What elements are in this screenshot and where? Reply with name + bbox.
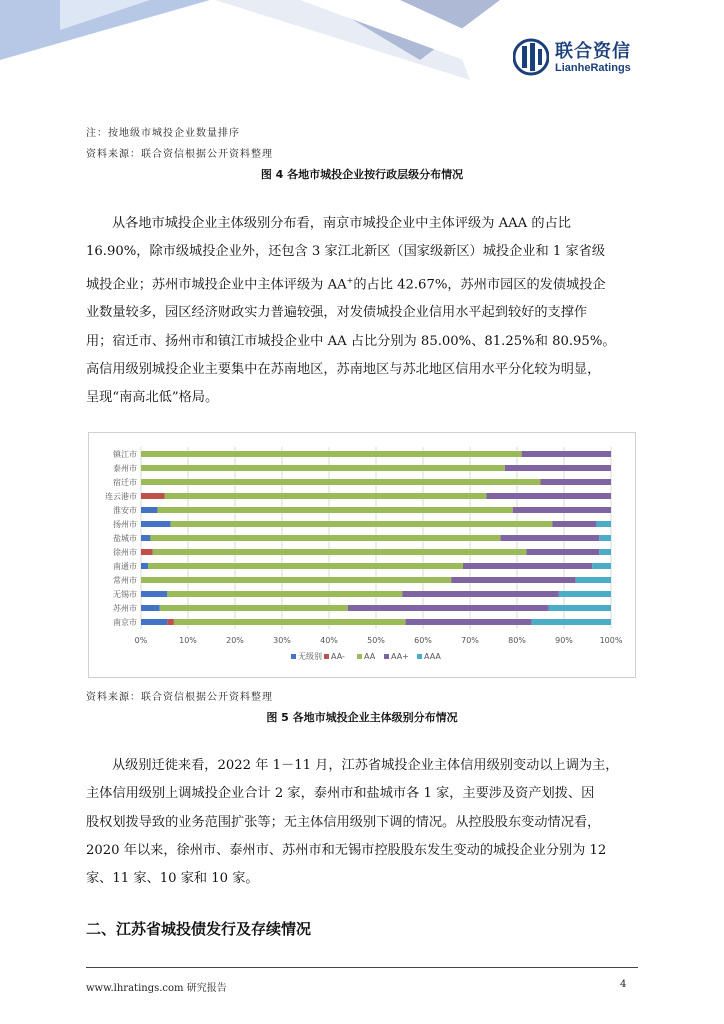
legend-label: AA+ [391, 652, 409, 661]
bar-segment-AA+ [348, 605, 549, 611]
legend-swatch [357, 654, 362, 659]
bar-segment-AA+ [513, 507, 611, 513]
text-line: 16.90%，除市级城投企业外，还包含 3 家江北新区（国家级新区）城投企业和 1 家省级 [86, 244, 606, 260]
x-tick-label: 20% [226, 636, 244, 645]
y-category-label: 宿迁市 [113, 478, 137, 487]
bar-segment-AA [171, 521, 553, 527]
bar-segment-AAA [548, 605, 611, 611]
bar-segment-无级别 [141, 605, 160, 611]
x-tick-label: 10% [179, 636, 197, 645]
bar-segment-AA+ [486, 493, 611, 499]
legend-swatch [324, 654, 329, 659]
bar-segment-AA+ [402, 591, 559, 597]
y-category-label: 盐城市 [113, 534, 137, 543]
section-heading: 二、江苏省城投债发行及存续情况 [86, 920, 312, 938]
rating-distribution-chart [88, 432, 636, 678]
x-tick-label: 70% [461, 636, 479, 645]
bar-segment-AA+ [406, 619, 532, 625]
footer-divider [86, 967, 638, 968]
legend-label: AA- [331, 652, 345, 661]
text-line: 呈现“南高北低”格局。 [86, 390, 219, 406]
bar-segment-AAA [559, 591, 611, 597]
bar-segment-AA [141, 479, 541, 485]
bar-segment-无级别 [141, 521, 171, 527]
x-tick-label: 40% [320, 636, 338, 645]
figure4-note: 注：按地级市城投企业数量排序 [86, 128, 240, 139]
figure5-source: 资料来源：联合资信根据公开资料整理 [86, 692, 273, 703]
footer-website: www.lhratings.com 研究报告 [86, 983, 227, 994]
bar-segment-AAA [532, 619, 611, 625]
y-category-label: 苏州市 [113, 604, 137, 613]
logo-english-name: LianheRatings [555, 62, 631, 74]
y-category-label: 连云港市 [105, 492, 137, 501]
bar-segment-AA+ [526, 549, 599, 555]
text-line: 业数量较多，园区经济财政实力普遍较强，对发债城投企业信用水平起到较好的支撑作 [86, 305, 588, 321]
superscript: + [346, 275, 354, 285]
y-category-label: 镇江市 [113, 450, 137, 459]
legend-swatch [384, 654, 389, 659]
text-segment: 城投企业；苏州市城投企业中主体评级为 AA [86, 276, 347, 292]
text-line: 高信用级别城投企业主要集中在苏南地区，苏南地区与苏北地区信用水平分化较为明显， [86, 361, 601, 377]
figure4-caption: 图 4 各地市城投企业按行政层级分布情况 [260, 168, 464, 181]
y-category-label: 扬州市 [113, 520, 137, 529]
x-tick-label: 60% [414, 636, 432, 645]
x-tick-label: 50% [367, 636, 385, 645]
legend-swatch [291, 654, 296, 659]
bar-segment-AA+ [501, 535, 600, 541]
legend-label: 无级别 [298, 652, 322, 661]
bar-segment-AA [167, 591, 402, 597]
bar-segment-AA [148, 563, 463, 569]
bar-segment-AA [141, 465, 505, 471]
bar-segment-AA [150, 535, 500, 541]
x-tick-label: 90% [555, 636, 573, 645]
bar-segment-AA+ [541, 479, 612, 485]
bar-segment-AA- [141, 493, 165, 499]
bar-segment-AA+ [522, 451, 611, 457]
logo-chinese-name: 联合资信 [555, 41, 631, 62]
x-tick-label: 30% [273, 636, 291, 645]
bar-segment-AA [141, 577, 451, 583]
text-line: 股权划拨导致的业务范围扩张等；无主体信用级别下调的情况。从控股股东变动情况看， [86, 814, 601, 830]
legend-label: AA [364, 652, 376, 661]
page-number: 4 [620, 979, 627, 990]
y-category-label: 南通市 [113, 562, 137, 571]
legend-label: AAA [424, 652, 441, 661]
bar-segment-无级别 [141, 535, 150, 541]
x-tick-label: 100% [599, 636, 623, 645]
text-line: 家、11 家、10 家和 10 家。 [86, 871, 259, 887]
bar-segment-AA+ [552, 521, 596, 527]
y-category-label: 淮安市 [113, 506, 137, 515]
bar-segment-AA- [167, 619, 174, 625]
brand-logo [513, 37, 673, 81]
paragraph-rating-distribution [86, 210, 642, 412]
bar-segment-AAA [599, 535, 611, 541]
bar-segment-AA [153, 549, 527, 555]
legend-swatch [417, 654, 422, 659]
bar-segment-AA [141, 451, 522, 457]
bar-segment-AA [165, 493, 487, 499]
text-segment: 的占比 42.67%，苏州市园区的发债城投企 [353, 276, 606, 292]
bar-segment-AA+ [463, 563, 592, 569]
figure5-caption: 图 5 各地市城投企业主体级别分布情况 [266, 711, 458, 724]
y-category-label: 常州市 [113, 576, 137, 585]
bar-segment-AAA [596, 521, 611, 527]
x-tick-label: 0% [134, 636, 148, 645]
y-category-label: 徐州市 [113, 548, 137, 557]
x-tick-label: 80% [508, 636, 526, 645]
paragraph-rating-migration [86, 752, 642, 893]
bar-segment-AA+ [505, 465, 611, 471]
bar-segment-AAA [599, 549, 611, 555]
text-line [86, 267, 642, 300]
y-category-label: 无锡市 [113, 590, 137, 599]
bar-segment-无级别 [141, 591, 167, 597]
stacked-bar-chart [89, 433, 635, 677]
bar-segment-AA [157, 507, 512, 513]
text-line: 用；宿迁市、扬州市和镇江市城投企业中 AA 占比分别为 85.00%、81.25%和 80.95%。 [86, 333, 616, 349]
text-line: 2020 年以来，徐州市、泰州市、苏州市和无锡市控股股东发生变动的城投企业分别为 12 [86, 842, 607, 858]
text-line: 从各地市城投企业主体级别分布看，南京市城投企业中主体评级为 AAA 的占比 [112, 216, 571, 231]
bar-segment-无级别 [141, 619, 167, 625]
y-category-label: 泰州市 [113, 464, 137, 473]
bar-segment-无级别 [141, 563, 148, 569]
bar-segment-无级别 [141, 507, 157, 513]
bar-segment-AAA [592, 563, 611, 569]
bar-segment-AAA [576, 577, 611, 583]
lianhe-logo-icon [513, 37, 549, 77]
figure4-source: 资料来源：联合资信根据公开资料整理 [86, 149, 273, 160]
bar-segment-AA [160, 605, 348, 611]
bar-segment-AA+ [451, 577, 576, 583]
text-line: 从级别迁徙来看，2022 年 1－11 月，江苏省城投企业主体信用级别变动以上调为主， [112, 758, 619, 773]
bar-segment-AA- [141, 549, 153, 555]
y-category-label: 南京市 [113, 618, 137, 627]
text-line: 主体信用级别上调城投企业合计 2 家，泰州市和盐城市各 1 家，主要涉及资产划拨、因 [86, 786, 595, 802]
bar-segment-AA [174, 619, 406, 625]
